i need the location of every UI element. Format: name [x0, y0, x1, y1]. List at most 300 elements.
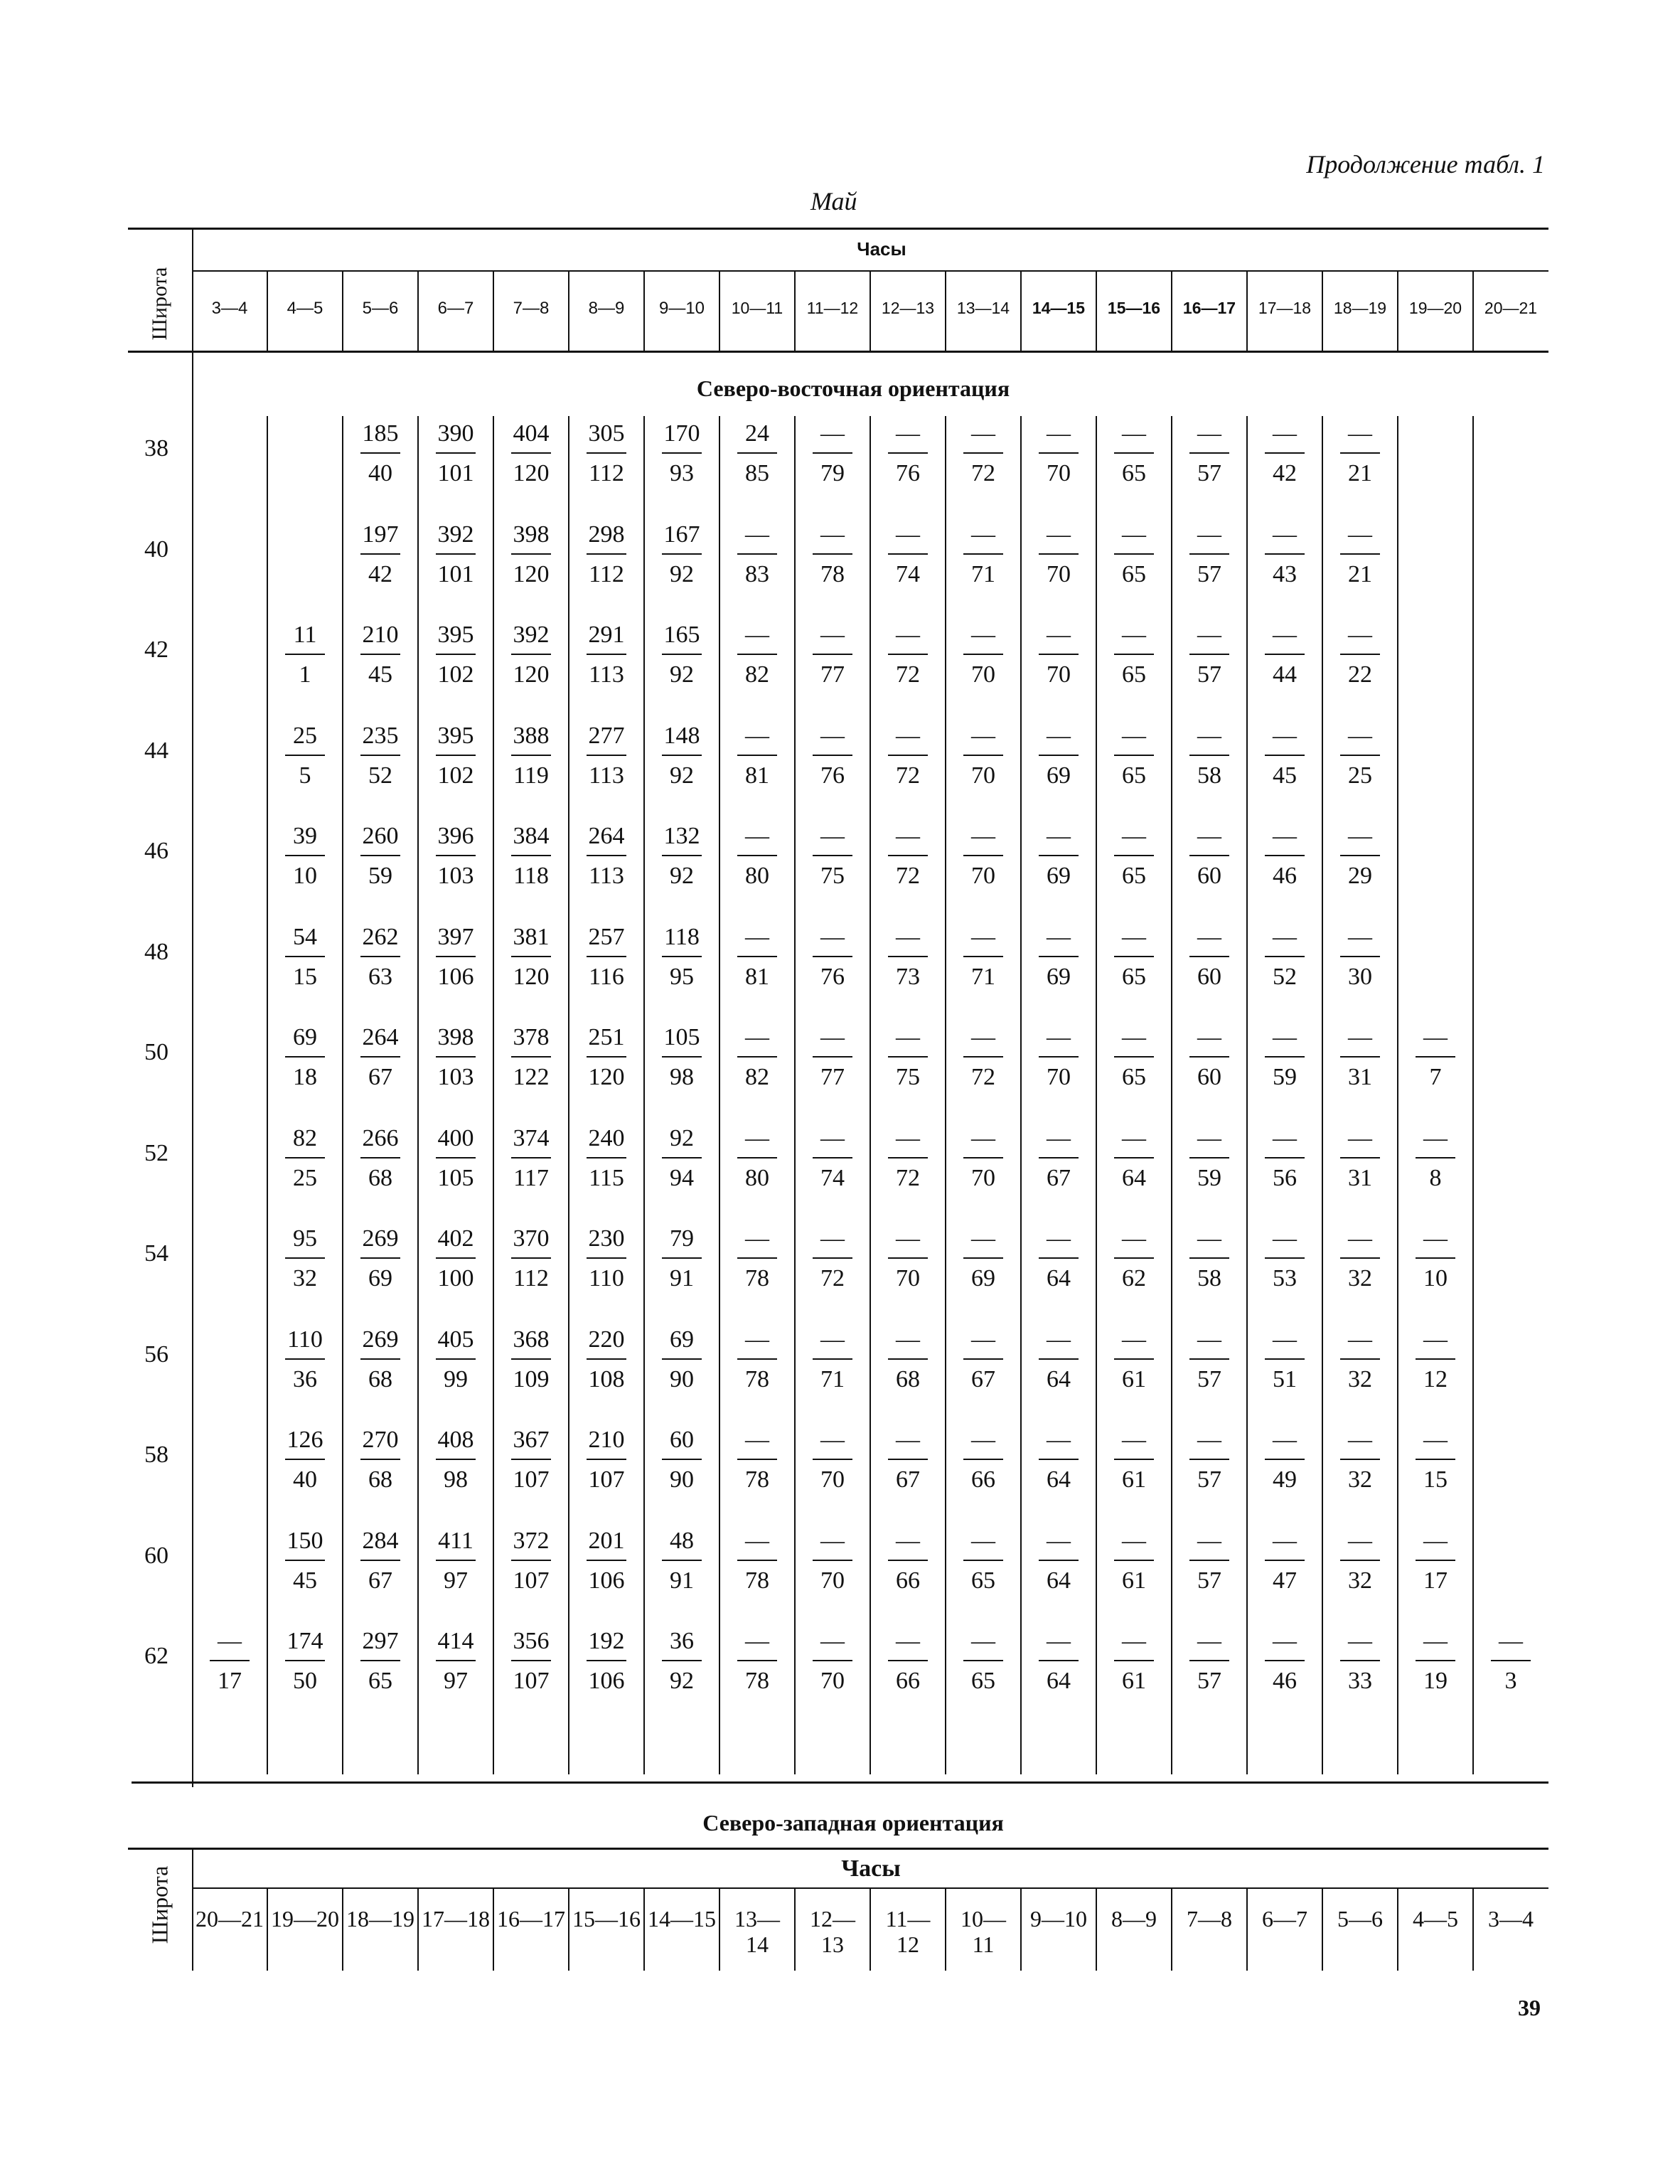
table-cell: [1020, 1124, 1097, 1193]
table-cell: [191, 1627, 268, 1695]
cell-denominator: 107: [588, 1466, 625, 1493]
cell-denominator: 25: [1348, 762, 1372, 789]
cell-numerator: —: [745, 622, 769, 648]
fraction-bar: [1265, 1660, 1305, 1661]
cell-numerator: —: [820, 1024, 845, 1050]
cell-denominator: 74: [896, 560, 920, 587]
table-cell: [1096, 822, 1172, 890]
cell-denominator: 61: [1122, 1365, 1146, 1392]
table-cell: [719, 1426, 796, 1494]
table2-divider: [342, 1889, 343, 1971]
table-cell: [1171, 722, 1248, 790]
fraction-bar: [662, 1257, 702, 1259]
cell-denominator: 106: [588, 1567, 625, 1594]
table1-top-rule: [128, 228, 1548, 230]
cell-numerator: —: [1122, 1628, 1146, 1654]
table2-hour-header: 17—18: [422, 1906, 490, 1932]
fraction-bar: [360, 956, 400, 957]
cell-denominator: 36: [293, 1365, 317, 1392]
table-cell: [267, 1023, 343, 1092]
table-cell: [719, 1326, 796, 1394]
fraction-bar: [737, 1056, 777, 1058]
fraction-bar: [511, 1560, 551, 1561]
cell-numerator: —: [1423, 1628, 1448, 1654]
fraction-bar: [1416, 1257, 1455, 1259]
table1-hour-header: 14—15: [1032, 299, 1086, 317]
cell-denominator: 60: [1197, 1064, 1221, 1090]
cell-denominator: 67: [368, 1064, 392, 1090]
cell-denominator: 119: [513, 762, 549, 789]
fraction-bar: [1265, 855, 1305, 856]
table-cell: [945, 420, 1022, 488]
table-cell: [794, 1426, 871, 1494]
cell-numerator: 367: [513, 1427, 550, 1453]
table-cell: [267, 722, 343, 790]
table-cell: [493, 722, 569, 790]
cell-numerator: 24: [745, 420, 769, 447]
cell-denominator: 61: [1122, 1567, 1146, 1594]
table2-hour-header: 12— 13: [810, 1906, 855, 1957]
fraction-bar: [1340, 452, 1380, 454]
cell-denominator: 61: [1122, 1466, 1146, 1493]
fraction-bar: [1189, 1056, 1229, 1058]
cell-numerator: —: [971, 1527, 995, 1554]
cell-numerator: —: [820, 1326, 845, 1353]
fraction-bar: [285, 1660, 325, 1661]
fraction-bar: [1416, 1660, 1455, 1661]
cell-numerator: —: [1047, 722, 1071, 749]
fraction-bar: [963, 1157, 1003, 1158]
fraction-bar: [1189, 1660, 1229, 1661]
table1-divider: [1472, 272, 1474, 351]
cell-numerator: 230: [588, 1225, 625, 1252]
cell-numerator: —: [745, 1225, 769, 1252]
cell-denominator: 103: [437, 1064, 474, 1090]
cell-denominator: 64: [1047, 1466, 1071, 1493]
cell-numerator: —: [820, 1427, 845, 1453]
table1-hour-header: 20—21: [1484, 299, 1538, 317]
table-cell: [945, 1124, 1022, 1193]
cell-denominator: 67: [896, 1466, 920, 1493]
table-cell: [568, 1527, 645, 1595]
table2-divider: [1020, 1889, 1022, 1971]
table1-hour-header: 5—6: [362, 299, 399, 318]
cell-numerator: 356: [513, 1628, 550, 1654]
table-cell: [493, 1124, 569, 1193]
cell-denominator: 103: [437, 863, 474, 889]
table-cell: [493, 621, 569, 689]
table1-hour-header: 16—17: [1182, 299, 1236, 317]
cell-numerator: —: [1197, 521, 1221, 548]
table2-hour-header: 9—10: [1030, 1906, 1087, 1932]
table-cell: [417, 1124, 494, 1193]
cell-denominator: 65: [1122, 460, 1146, 486]
table-cell: [945, 1326, 1022, 1394]
table2-divider: [1322, 1889, 1323, 1971]
table-cell: [1020, 822, 1097, 890]
fraction-bar: [1114, 956, 1154, 957]
cell-numerator: —: [820, 521, 845, 548]
table-cell: [643, 521, 720, 589]
cell-numerator: 262: [362, 923, 399, 950]
table-cell: [643, 1426, 720, 1494]
latitude-value: 52: [144, 1139, 168, 1166]
table-cell: [493, 521, 569, 589]
cell-denominator: 66: [896, 1567, 920, 1594]
fraction-bar: [813, 1560, 852, 1561]
table-cell: [493, 1627, 569, 1695]
table-cell: [1322, 722, 1398, 790]
cell-denominator: 74: [820, 1164, 845, 1191]
cell-denominator: 90: [670, 1466, 694, 1493]
cell-numerator: 390: [437, 420, 474, 447]
cell-numerator: —: [1047, 1124, 1071, 1151]
cell-denominator: 19: [1423, 1668, 1448, 1694]
cell-numerator: —: [820, 1225, 845, 1252]
cell-numerator: —: [1273, 1427, 1297, 1453]
fraction-bar: [285, 855, 325, 856]
cell-numerator: —: [218, 1628, 242, 1654]
table-cell: [342, 1023, 419, 1092]
table1-section-title: Северо-восточная ориентация: [696, 375, 1010, 401]
cell-denominator: 71: [971, 963, 995, 990]
cell-denominator: 15: [293, 963, 317, 990]
table2-divider: [568, 1889, 569, 1971]
table-cell: [1322, 1124, 1398, 1193]
table2-hours-header: Часы: [841, 1855, 901, 1882]
fraction-bar: [662, 1358, 702, 1360]
latitude-value: 38: [144, 435, 168, 462]
table-cell: [719, 923, 796, 991]
fraction-bar: [1265, 553, 1305, 555]
cell-denominator: 92: [670, 762, 694, 789]
table-cell: [568, 521, 645, 589]
cell-numerator: 110: [287, 1326, 323, 1353]
table-cell: [1322, 1326, 1398, 1394]
table-cell: [267, 923, 343, 991]
table-cell: [870, 822, 946, 890]
cell-denominator: 102: [437, 661, 474, 688]
table2-hour-header: 6—7: [1262, 1906, 1307, 1932]
fraction-bar: [511, 1459, 551, 1460]
table-cell: [1096, 1527, 1172, 1595]
cell-numerator: 277: [588, 722, 625, 749]
cell-denominator: 73: [896, 963, 920, 990]
fraction-bar: [436, 755, 476, 756]
fraction-bar: [1039, 956, 1079, 957]
fraction-bar: [963, 855, 1003, 856]
table-cell: [794, 1124, 871, 1193]
table-cell: [267, 1627, 343, 1695]
table-cell: [417, 822, 494, 890]
table2-top-rule: [128, 1848, 1548, 1850]
fraction-bar: [963, 1660, 1003, 1661]
cell-denominator: 68: [368, 1365, 392, 1392]
table-cell: [267, 1124, 343, 1193]
cell-denominator: 107: [513, 1466, 550, 1493]
fraction-bar: [360, 855, 400, 856]
cell-denominator: 69: [1047, 762, 1071, 789]
cell-denominator: 67: [1047, 1164, 1071, 1191]
cell-denominator: 18: [293, 1064, 317, 1090]
cell-numerator: —: [1423, 1427, 1448, 1453]
cell-denominator: 72: [971, 460, 995, 486]
table-cell: [719, 1124, 796, 1193]
cell-denominator: 68: [368, 1164, 392, 1191]
table2-hour-header: 10— 11: [961, 1906, 1006, 1957]
cell-numerator: —: [896, 1024, 920, 1050]
table-cell: [1020, 1426, 1097, 1494]
cell-denominator: 77: [820, 661, 845, 688]
table1-hour-header: 18—19: [1333, 299, 1387, 317]
table-cell: [794, 1527, 871, 1595]
table-cell: [794, 822, 871, 890]
table1-hour-header: 6—7: [437, 299, 474, 318]
table-cell: [794, 1326, 871, 1394]
table-cell: [643, 1023, 720, 1092]
cell-denominator: 59: [1273, 1064, 1297, 1090]
table-cell: [945, 1426, 1022, 1494]
table-cell: [1397, 1225, 1474, 1293]
cell-numerator: 298: [588, 521, 625, 548]
table-cell: [417, 1627, 494, 1695]
cell-numerator: —: [896, 622, 920, 648]
fraction-bar: [1265, 1056, 1305, 1058]
cell-denominator: 107: [513, 1567, 550, 1594]
table1-hour-header: 9—10: [658, 299, 705, 318]
table-cell: [945, 923, 1022, 991]
cell-numerator: —: [745, 1024, 769, 1050]
cell-denominator: 21: [1348, 560, 1372, 587]
cell-numerator: —: [820, 823, 845, 849]
fraction-bar: [1114, 452, 1154, 454]
cell-numerator: —: [1197, 923, 1221, 950]
cell-denominator: 60: [1197, 863, 1221, 889]
table1-divider: [643, 272, 645, 351]
fraction-bar: [511, 1358, 551, 1360]
fraction-bar: [963, 1358, 1003, 1360]
table-cell: [643, 1225, 720, 1293]
cell-denominator: 72: [896, 863, 920, 889]
cell-denominator: 59: [1197, 1164, 1221, 1191]
fraction-bar: [285, 654, 325, 655]
cell-denominator: 50: [293, 1668, 317, 1694]
fraction-bar: [662, 755, 702, 756]
table-cell: [870, 420, 946, 488]
table2-divider: [719, 1889, 720, 1971]
cell-numerator: —: [1273, 1628, 1297, 1654]
cell-denominator: 62: [1122, 1265, 1146, 1291]
table2-hour-header: 13— 14: [734, 1906, 780, 1957]
table1-divider: [1020, 272, 1022, 351]
table1-hour-header: 11—12: [806, 299, 859, 317]
table-cell: [643, 923, 720, 991]
table1-divider-lat: [192, 230, 193, 1787]
latitude-value: 40: [144, 536, 168, 563]
fraction-bar: [888, 755, 928, 756]
cell-denominator: 81: [745, 762, 769, 789]
cell-denominator: 25: [293, 1164, 317, 1191]
cell-numerator: 11: [293, 622, 317, 648]
cell-numerator: —: [1348, 1326, 1372, 1353]
fraction-bar: [813, 1459, 852, 1460]
fraction-bar: [1189, 1157, 1229, 1158]
cell-denominator: 70: [1047, 560, 1071, 587]
cell-denominator: 72: [820, 1265, 845, 1291]
cell-numerator: —: [1423, 1225, 1448, 1252]
table1-hour-header: 19—20: [1408, 299, 1462, 317]
fraction-bar: [963, 956, 1003, 957]
fraction-bar: [888, 1257, 928, 1259]
cell-numerator: —: [1273, 923, 1297, 950]
fraction-bar: [963, 1257, 1003, 1259]
table-cell: [1397, 1124, 1474, 1193]
table-cell: [493, 923, 569, 991]
cell-numerator: 60: [670, 1427, 694, 1453]
table2-hour-header: 19—20: [271, 1906, 339, 1932]
cell-denominator: 75: [896, 1064, 920, 1090]
cell-denominator: 70: [896, 1265, 920, 1291]
table2-latitude-header: Широта: [146, 1865, 173, 1944]
fraction-bar: [1340, 1560, 1380, 1561]
table-cell: [1096, 1124, 1172, 1193]
cell-denominator: 66: [896, 1668, 920, 1694]
cell-denominator: 52: [1273, 963, 1297, 990]
table2-divider: [493, 1889, 494, 1971]
fraction-bar: [737, 1358, 777, 1360]
table-cell: [1322, 1426, 1398, 1494]
fraction-bar: [737, 452, 777, 454]
fraction-bar: [888, 452, 928, 454]
cell-denominator: 97: [444, 1567, 468, 1594]
cell-denominator: 45: [368, 661, 392, 688]
table-cell: [342, 1326, 419, 1394]
cell-denominator: 71: [820, 1365, 845, 1392]
fraction-bar: [963, 553, 1003, 555]
cell-numerator: 148: [663, 722, 700, 749]
cell-numerator: —: [896, 722, 920, 749]
cell-denominator: 78: [745, 1668, 769, 1694]
cell-denominator: 57: [1197, 1567, 1221, 1594]
table-cell: [1246, 1225, 1323, 1293]
table-cell: [342, 1527, 419, 1595]
cell-denominator: 117: [513, 1164, 549, 1191]
cell-numerator: —: [1047, 1527, 1071, 1554]
fraction-bar: [888, 855, 928, 856]
fraction-bar: [360, 1157, 400, 1158]
fraction-bar: [888, 553, 928, 555]
cell-numerator: 368: [513, 1326, 550, 1353]
table-cell: [342, 923, 419, 991]
cell-denominator: 93: [670, 460, 694, 486]
cell-numerator: 266: [362, 1124, 399, 1151]
cell-numerator: 370: [513, 1225, 550, 1252]
cell-denominator: 122: [513, 1064, 550, 1090]
cell-numerator: 82: [293, 1124, 317, 1151]
fraction-bar: [436, 855, 476, 856]
cell-denominator: 105: [437, 1164, 474, 1191]
cell-denominator: 99: [444, 1365, 468, 1392]
cell-numerator: 185: [362, 420, 399, 447]
table-cell: [719, 420, 796, 488]
cell-numerator: —: [820, 420, 845, 447]
cell-numerator: 269: [362, 1326, 399, 1353]
table1-divider: [1096, 272, 1097, 351]
table-cell: [417, 1023, 494, 1092]
table1-hour-header: 10—11: [731, 299, 783, 317]
page-number: 39: [1518, 1995, 1541, 2020]
cell-denominator: 70: [820, 1567, 845, 1594]
latitude-value: 62: [144, 1643, 168, 1669]
cell-denominator: 71: [971, 560, 995, 587]
cell-numerator: 79: [670, 1225, 694, 1252]
fraction-bar: [963, 452, 1003, 454]
fraction-bar: [813, 1056, 852, 1058]
table1-divider: [870, 272, 871, 351]
fraction-bar: [587, 1358, 626, 1360]
cell-denominator: 113: [589, 762, 624, 789]
table-cell: [1171, 1426, 1248, 1494]
table-cell: [267, 822, 343, 890]
cell-denominator: 43: [1273, 560, 1297, 587]
table1-hour-header: 3—4: [211, 299, 248, 318]
fraction-bar: [511, 956, 551, 957]
table-cell: [945, 722, 1022, 790]
table-cell: [643, 1326, 720, 1394]
table-cell: [1171, 1326, 1248, 1394]
table-cell: [794, 420, 871, 488]
fraction-bar: [662, 855, 702, 856]
cell-denominator: 110: [589, 1265, 624, 1291]
cell-denominator: 15: [1423, 1466, 1448, 1493]
cell-denominator: 120: [513, 661, 550, 688]
cell-denominator: 46: [1273, 863, 1297, 889]
cell-numerator: —: [820, 622, 845, 648]
cell-numerator: —: [1197, 1326, 1221, 1353]
cell-numerator: 126: [287, 1427, 323, 1453]
fraction-bar: [1114, 1157, 1154, 1158]
table-cell: [1020, 1627, 1097, 1695]
table-cell: [643, 822, 720, 890]
table-cell: [1246, 1627, 1323, 1695]
cell-numerator: —: [971, 1225, 995, 1252]
cell-denominator: 69: [971, 1265, 995, 1291]
cell-denominator: 92: [670, 863, 694, 889]
table-cell: [267, 1527, 343, 1595]
cell-numerator: —: [1348, 1527, 1372, 1554]
table1-divider: [1246, 272, 1248, 351]
table-cell: [643, 621, 720, 689]
cell-denominator: 56: [1273, 1164, 1297, 1191]
cell-numerator: —: [1348, 1427, 1372, 1453]
table-cell: [417, 722, 494, 790]
table1-divider: [267, 272, 268, 351]
cell-numerator: 105: [663, 1024, 700, 1050]
table-cell: [1246, 1326, 1323, 1394]
fraction-bar: [360, 452, 400, 454]
cell-numerator: 36: [670, 1628, 694, 1654]
cell-denominator: 30: [1348, 963, 1372, 990]
table-cell: [719, 621, 796, 689]
fraction-bar: [1114, 1660, 1154, 1661]
fraction-bar: [511, 1056, 551, 1058]
table2-hour-header: 16—17: [497, 1906, 565, 1932]
cell-numerator: 400: [437, 1124, 474, 1151]
fraction-bar: [1189, 452, 1229, 454]
table-cell: [568, 1124, 645, 1193]
table-cell: [568, 1426, 645, 1494]
cell-denominator: 113: [589, 863, 624, 889]
